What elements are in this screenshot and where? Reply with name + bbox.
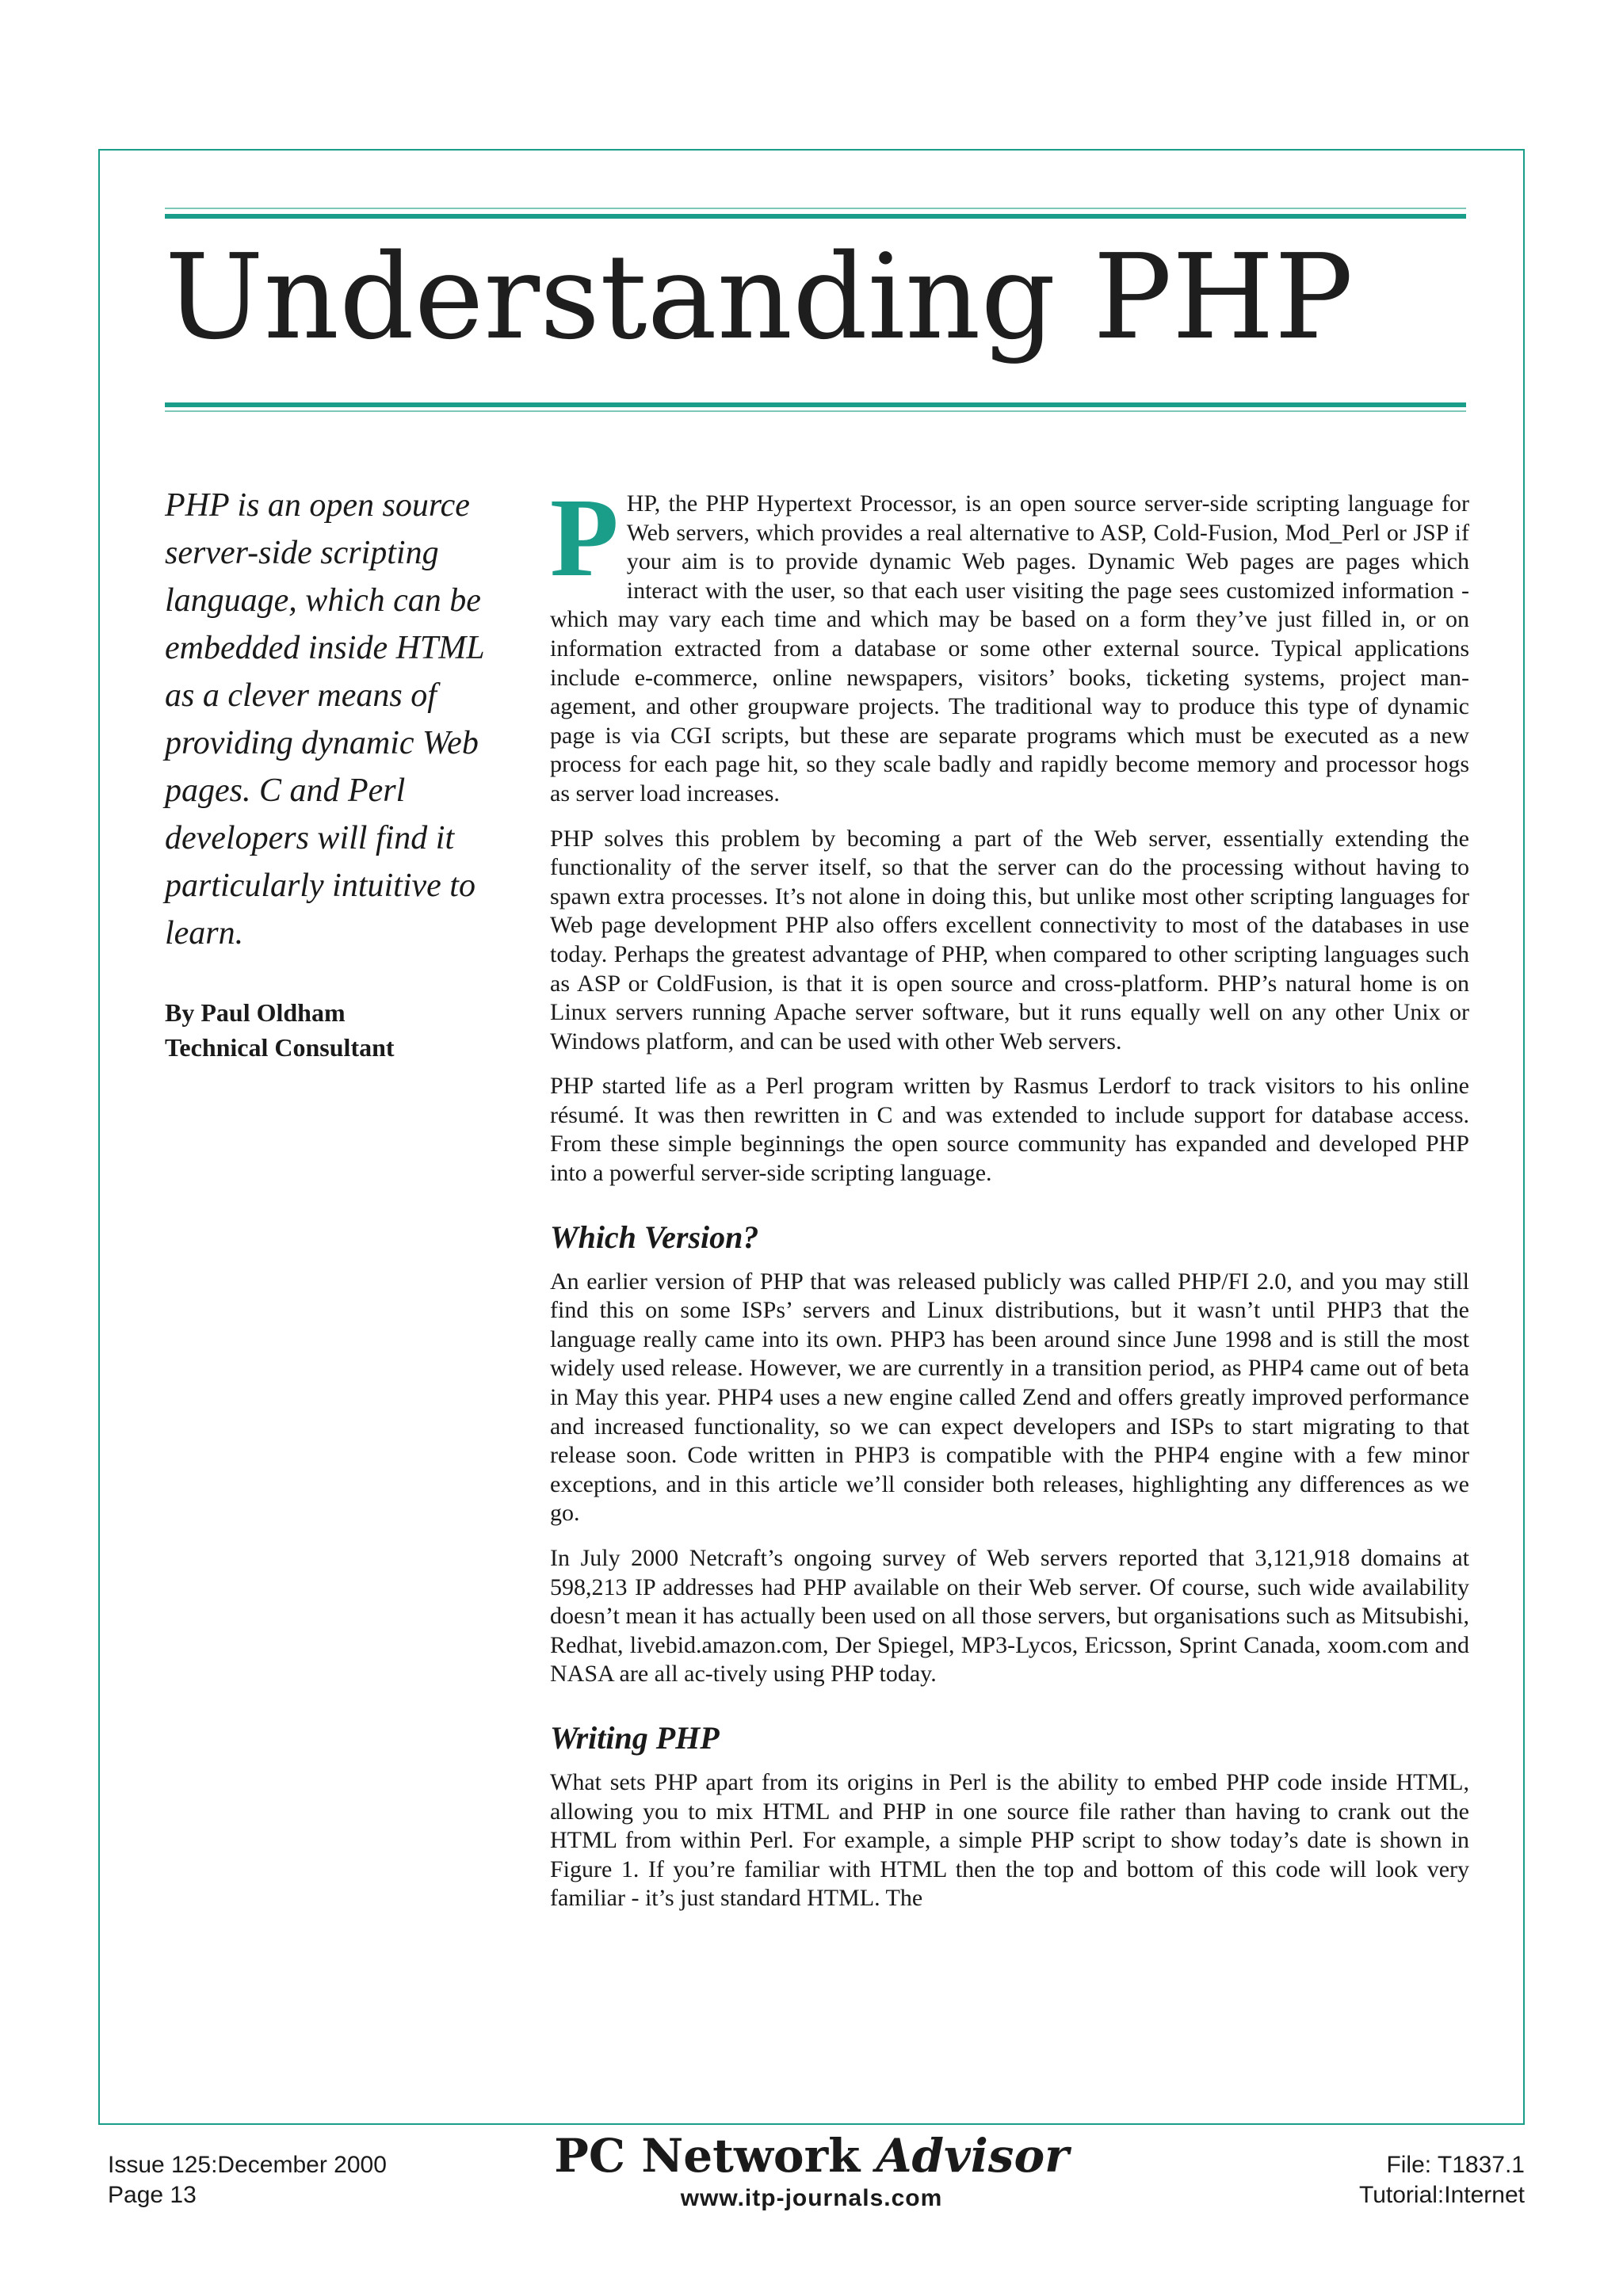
author-name: By Paul Oldham: [165, 998, 346, 1027]
paragraph: PHP started life as a Perl program written by Rasmus Lerdorf to track visitors to his online résumé. It was then rewritten in C and was extended to include support for database access. From these simple beginnings the open source community has expanded and developed PHP into a powerful server-side scripting language.: [550, 1073, 1469, 1187]
paragraph: PHP solves this problem by becoming a part of the Web server, essentially extending the functionality of the server itself, so that the server can do the processing without having to spawn extra processes. It’s not alone in doing this, but unlike most other scripting languages for Web page development PHP also offers excellent connectivity to most of the databases in use today. Perhaps the greatest advantage of PHP, when compared to other scripting languages such as ASP or ColdFusion, is that it is open source and cross-platform. PHP’s natural home is on Linux servers running Apache server software, but it runs equally well on any other Unix or Windows platform, and can be used with other Web servers.: [550, 825, 1469, 1055]
title-rule-bottom-thin: [165, 410, 1466, 412]
article-sidebar: [165, 482, 506, 1065]
section-heading-writing-php: Writing PHP: [550, 1719, 720, 1756]
title-rule-top-thick: [165, 214, 1466, 219]
section-heading-which-version: Which Version?: [550, 1219, 759, 1255]
paragraph-intro-text: HP, the PHP Hypertext Processor, is an open source server-side scripting language for Web servers, which provides a real alternative to ASP, Cold-Fusion, Mod_Perl or JSP if your aim is to provide dynamic Web pages. Dynamic Web pages are pages which interact with the user, so that each user visiting the page sees customized information - which may vary each time and which may be based on a form they’ve just filled in, or on information extracted from a database or some other external source. Typical applications include e-commerce, online newspapers, visitors’ books, ticketing systems, project man-agement, and other groupware projects. The traditional way to produce this type of dynamic page is via CGI scripts, but these are separate programs which must be executed as a new process for each page hit, so they scale badly and rapidly become memory and processor hogs as server load increases.: [550, 490, 1469, 807]
footer-category: Tutorial:Internet: [1359, 2182, 1525, 2208]
standfirst: PHP is an open source server-side scripting language, which can be embedded inside HTML as a clever means of providing dynamic Web pages. C and Perl developers will find it particularly intuitive to learn.: [165, 487, 484, 952]
footer-file: File: T1837.1: [1386, 2152, 1525, 2178]
footer-issue-info: [108, 2150, 387, 2210]
magazine-url: www.itp-journals.com: [680, 2185, 943, 2211]
drop-cap: P: [550, 475, 619, 600]
article-body: [550, 475, 1469, 1929]
footer-page-number: Page 13: [108, 2182, 197, 2208]
paragraph: In July 2000 Netcraft’s ongoing survey of Web servers reported that 3,121,918 domains at 598,213 IP addresses had PHP available on their Web server. Of course, such wide availability doesn’t mean it has actually been used on all those servers, but organisations such as Mitsubishi, Redhat, livebid.amazon.com, Der Spiegel, MP3-Lycos, Ericsson, Sprint Canada, xoom.com and NASA are all ac-tively using PHP today.: [550, 1545, 1469, 1688]
byline: [165, 995, 506, 1065]
footer-masthead: [396, 2128, 1227, 2214]
paragraph: What sets PHP apart from its origins in Perl is the ability to embed PHP code inside HTML, allowing you to mix HTML and PHP in one source file rather than having to crank out the HTML from within Perl. For example, a simple PHP script to show today’s date is shown in Figure 1. If you’re familiar with HTML then the top and bottom of this code will look very familiar - it’s just standard HTML. The: [550, 1768, 1469, 1912]
paragraph-intro: [550, 475, 1469, 809]
footer-file-info: [1359, 2150, 1525, 2210]
article-title: Understanding PHP: [165, 229, 1354, 365]
magazine-name-italic: Advisor: [876, 2129, 1069, 2183]
magazine-name: [396, 2128, 1227, 2183]
footer-issue: Issue 125:December 2000: [108, 2152, 387, 2178]
author-role: Technical Consultant: [165, 1033, 395, 1062]
title-rule-bottom-thick: [165, 402, 1466, 407]
magazine-name-regular: PC Network: [554, 2129, 876, 2183]
paragraph: An earlier version of PHP that was released publicly was called PHP/FI 2.0, and you may still find this on some ISPs’ servers and Linux distributions, but it wasn’t until PHP3 that the language really came into its own. PHP3 has been around since June 1998 and is still the most widely used release. However, we are currently in a transition period, as PHP4 came out of beta in May this year. PHP4 uses a new engine called Zend and offers greatly improved performance and increased functionality, so we can expect developers and ISPs to start migrating to that release soon. Code written in PHP3 is compatible with the PHP4 engine with a few minor exceptions, and in this article we’ll consider both releases, highlighting any differences as we go.: [550, 1268, 1469, 1527]
title-rule-top-thin: [165, 208, 1466, 209]
